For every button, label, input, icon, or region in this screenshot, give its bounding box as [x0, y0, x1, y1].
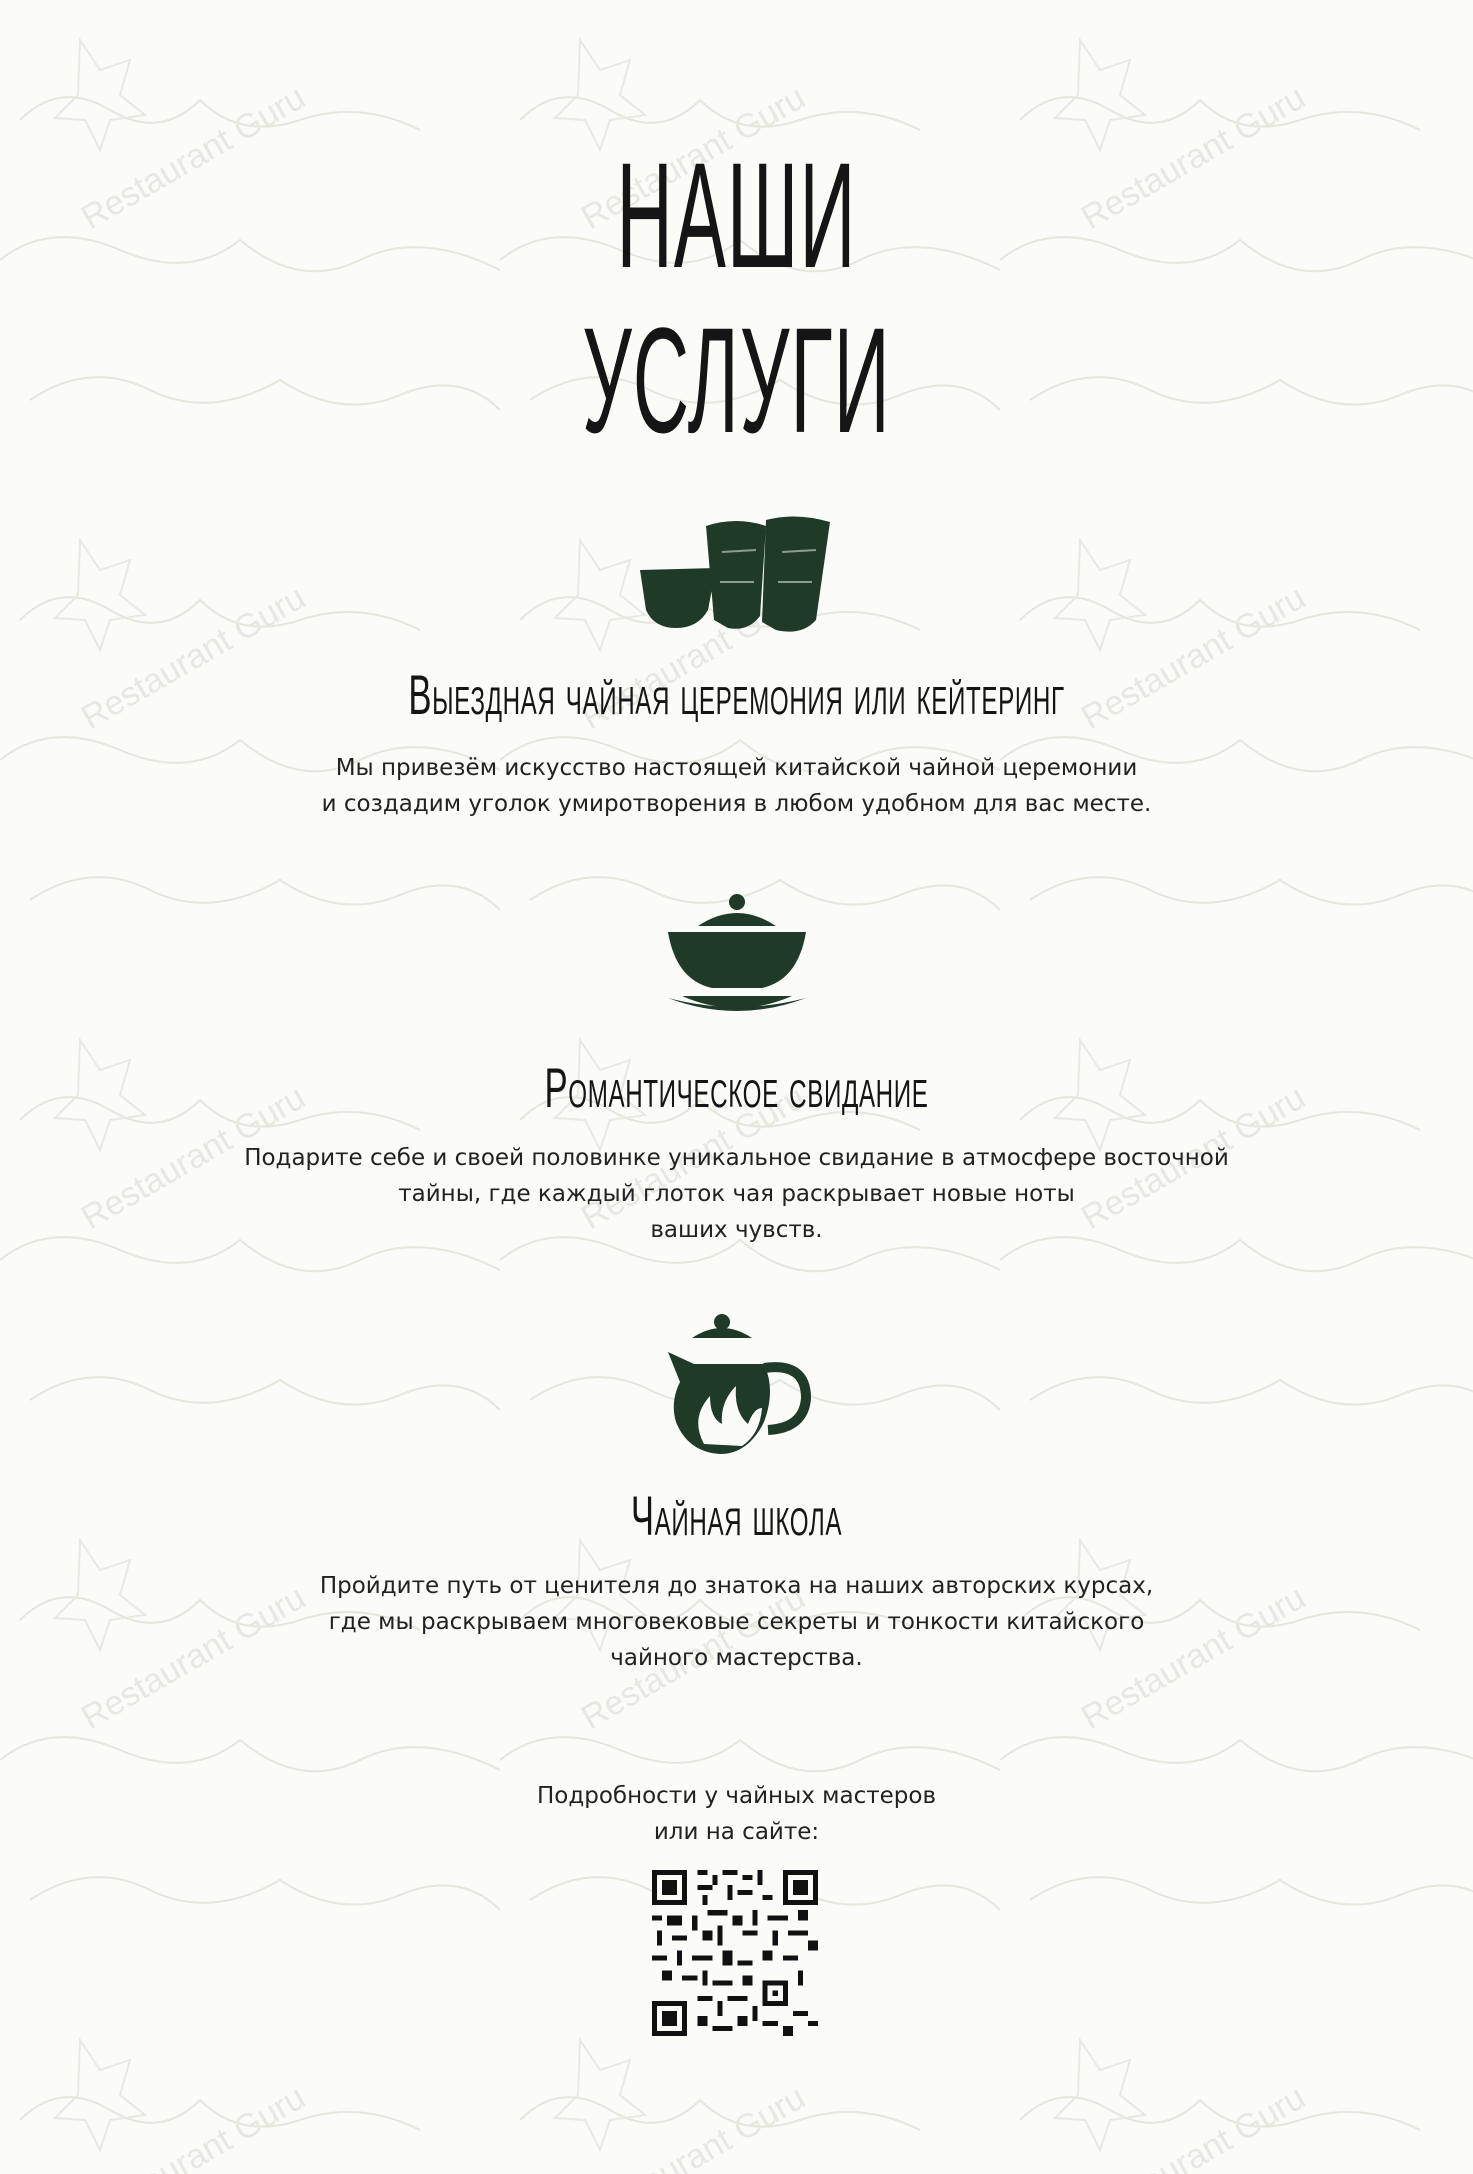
qr-code-icon[interactable] [652, 1870, 818, 2036]
service-title-romantic-date: Романтическое свидание [544, 1056, 929, 1119]
tea-cups-icon [636, 512, 836, 632]
description-line: Подарите себе и своей половинке уникальное свидание в атмосфере восточной [244, 1145, 1229, 1171]
service-description-tea-school [200, 1568, 1273, 1676]
service-title-tea-school: Чайная школа [630, 1484, 843, 1547]
details-note [400, 1778, 1073, 1850]
teapot-icon [664, 1312, 814, 1462]
service-title-catering: Выездная чайная церемония или кейтеринг [408, 663, 1065, 726]
description-line: Пройдите путь от ценителя до знатока на наших авторских курсах, [319, 1573, 1154, 1599]
service-description-romantic-date [200, 1140, 1273, 1248]
details-line-1: Подробности у чайных мастеров [536, 1783, 937, 1809]
description-line: ваших чувств. [650, 1217, 823, 1243]
description-line: Мы привезём искусство настоящей китайской чайной церемонии [335, 755, 1138, 781]
description-line: и создадим уголок умиротворения в любом удобном для вас месте. [321, 791, 1152, 817]
gaiwan-icon [662, 892, 812, 1022]
service-description-catering [200, 750, 1273, 822]
description-line: где мы раскрываем многовековые секреты и тонкости китайского [328, 1609, 1145, 1635]
page-title-line-2: УСЛУГИ [582, 296, 891, 464]
description-line: тайны, где каждый глоток чая раскрывает новые ноты [398, 1181, 1075, 1207]
details-line-2: или на сайте: [653, 1819, 820, 1845]
page-title-line-1: НАШИ [616, 131, 857, 299]
description-line: чайного мастерства. [610, 1645, 863, 1671]
